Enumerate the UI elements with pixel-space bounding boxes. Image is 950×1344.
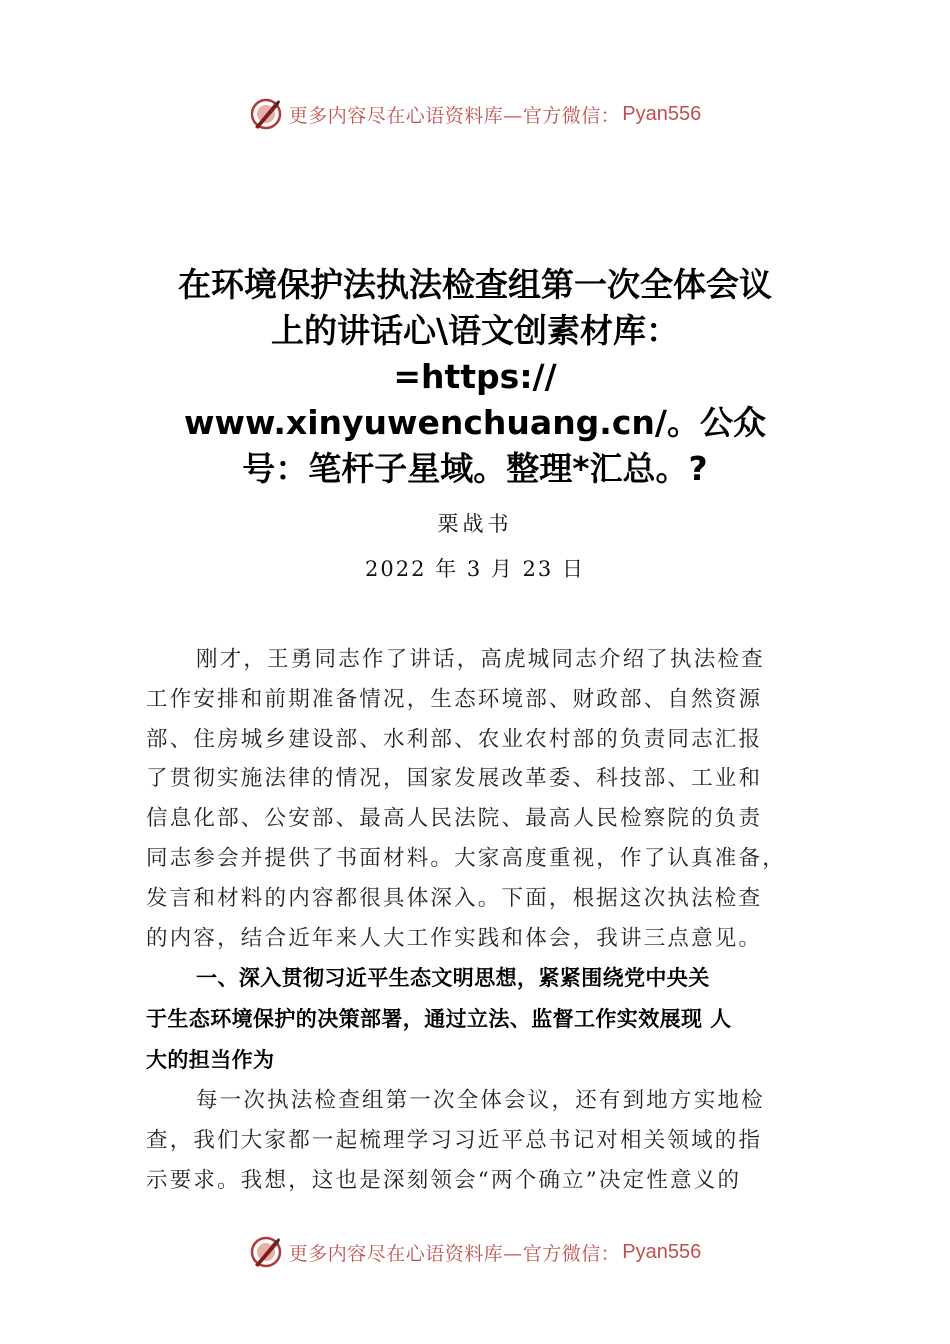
paragraph-line: 的内容，结合近年来人大工作实践和体会，我讲三点意见。 [146,925,763,951]
footer-banner [0,1232,950,1272]
section-heading-line: 大的担当作为 [146,1048,275,1073]
title-line: www.xinyuwenchuang.cn/。公众 [184,403,766,442]
paragraph-line: 查，我们大家都一起梳理学习习近平总书记对相关领域的指 [146,1128,763,1154]
title-line: 号：笔杆子星域。整理*汇总。? [242,449,708,488]
document-title [150,262,800,492]
section-heading-line: 于生态环境保护的决策部署，通过立法、监督工作实效展现 人 [146,1007,732,1032]
paragraph-line: 部、住房城乡建设部、水利部、农业农村部的负责同志汇报 [146,726,763,752]
banner-text: 更多内容尽在心语资料库—官方微信： [288,104,621,127]
title-line: 在环境保护法执法检查组第一次全体会议 [178,265,772,304]
pen-logo-icon [249,1235,283,1269]
date: 2022 年 3 月 23 日 [365,557,585,581]
paragraph-line: 信息化部、公安部、最高人民法院、最高人民检察院的负责 [146,806,763,832]
paragraph-line: 每一次执法检查组第一次全体会议，还有到地方实地检 [196,1088,765,1114]
paragraph-line: 示要求。我想，这也是深刻领会“两个确立”决定性意义的 [146,1167,742,1193]
paragraph-line: 了贯彻实施法律的情况，国家发展改革委、科技部、工业和 [146,766,763,792]
banner-wechat-id: Pyan556 [622,1240,702,1263]
paragraph-line: 发言和材料的内容都很具体深入。下面，根据这次执法检查 [146,885,763,911]
title-line: 上的讲话心\语文创素材库： [270,311,680,350]
header-banner [0,94,950,134]
paragraph-line: 同志参会并提供了书面材料。大家高度重视，作了认真准备， [146,845,786,871]
paragraph-line: 工作安排和前期准备情况，生态环境部、财政部、自然资源 [146,686,763,712]
banner-wechat-id: Pyan556 [622,102,702,125]
section-heading-line: 一、深入贯彻习近平生态文明思想，紧紧围绕党中央关 [196,966,710,991]
author: 栗战书 [437,512,513,536]
document-body [146,640,806,1201]
paragraph-line: 刚才，王勇同志作了讲话，高虎城同志介绍了执法检查 [196,647,765,672]
title-line: =https:// [393,357,557,396]
banner-text: 更多内容尽在心语资料库—官方微信： [288,1242,621,1265]
pen-logo-icon [249,97,283,131]
